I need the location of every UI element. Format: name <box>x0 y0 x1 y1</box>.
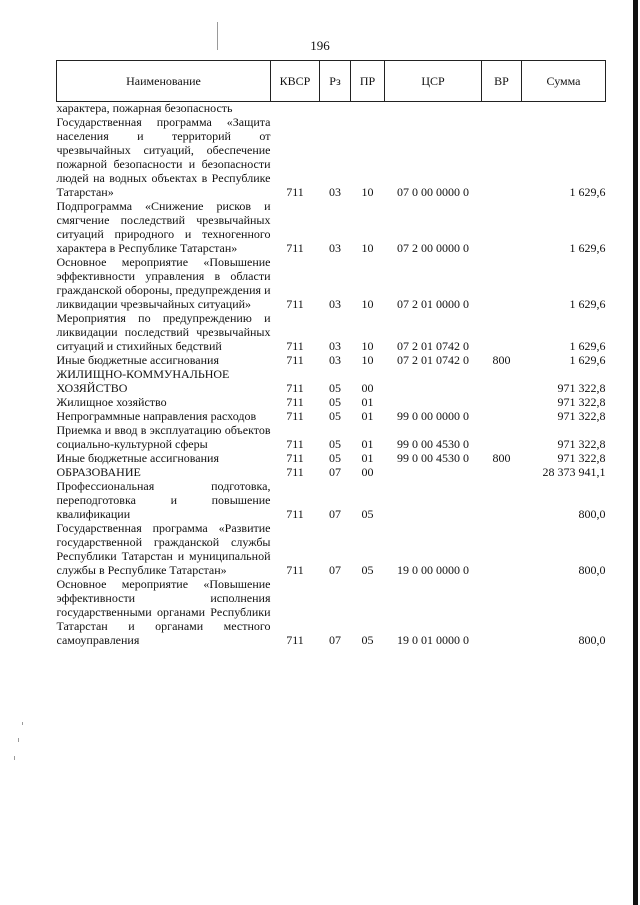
row-csr <box>385 367 482 395</box>
table-row <box>57 423 606 451</box>
row-rz: 03 <box>329 297 341 311</box>
row-csr: 07 2 00 0000 0 <box>397 241 469 255</box>
row-pr: 10 <box>361 241 374 255</box>
row-rz: 05 <box>329 381 341 395</box>
scan-mark <box>22 722 23 725</box>
row-name: Государственная программа «Развитие государственной гражданской службы Республики Татарстан и муниципальной службы в Республике Татарстан» <box>56 521 271 577</box>
row-vr <box>482 311 522 353</box>
row-csr: 99 0 00 0000 0 <box>397 409 469 423</box>
row-pr: 10 <box>361 297 374 311</box>
row-rz: 07 <box>329 507 341 521</box>
row-pr: 00 <box>361 381 374 395</box>
table-row <box>57 465 606 479</box>
page-number: 196 <box>310 38 330 53</box>
row-pr: 01 <box>361 451 374 465</box>
row-vr <box>482 409 522 423</box>
scan-mark <box>14 756 15 760</box>
row-csr <box>385 102 482 116</box>
row-sum: 1 629,6 <box>569 339 606 353</box>
row-csr: 99 0 00 4530 0 <box>397 451 469 465</box>
header-rz: Рз <box>320 61 351 102</box>
row-vr <box>482 199 522 255</box>
row-sum <box>522 102 606 116</box>
row-name: Жилищное хозяйство <box>56 395 167 409</box>
row-pr <box>351 102 385 116</box>
row-csr: 19 0 01 0000 0 <box>397 633 469 647</box>
table-row <box>57 311 606 353</box>
row-vr <box>482 102 522 116</box>
row-sum: 28 373 941,1 <box>542 465 606 479</box>
row-sum: 971 322,8 <box>557 381 606 395</box>
row-sum: 1 629,6 <box>569 185 606 199</box>
row-name: характера, пожарная безопасность <box>56 101 233 115</box>
row-pr: 10 <box>361 353 374 367</box>
row-name: Профессиональная подготовка, переподготовка и повышение квалификации <box>56 479 271 521</box>
row-pr: 01 <box>361 409 374 423</box>
row-csr: 19 0 00 0000 0 <box>397 563 469 577</box>
row-csr <box>385 479 482 521</box>
row-vr <box>482 465 522 479</box>
row-kvsr: 711 <box>286 395 304 409</box>
row-vr <box>482 395 522 409</box>
table-row <box>57 395 606 409</box>
row-pr: 10 <box>361 339 374 353</box>
row-pr: 10 <box>361 185 374 199</box>
row-rz: 03 <box>329 185 341 199</box>
table-row <box>57 115 606 199</box>
row-pr: 01 <box>361 437 374 451</box>
row-vr <box>482 521 522 577</box>
row-kvsr: 711 <box>286 409 304 423</box>
row-rz: 03 <box>329 241 341 255</box>
row-kvsr: 711 <box>286 465 304 479</box>
row-kvsr: 711 <box>286 297 304 311</box>
row-name: Подпрограмма «Снижение рисков и смягчение последствий чрезвычайных ситуаций природного и техногенного характера в Республике Татарстан» <box>56 199 271 255</box>
table-row <box>57 199 606 255</box>
header-sum: Сумма <box>522 61 606 102</box>
row-vr: 800 <box>492 451 511 465</box>
row-kvsr: 711 <box>286 633 304 647</box>
row-sum: 971 322,8 <box>557 437 606 451</box>
row-kvsr: 711 <box>286 339 304 353</box>
row-sum: 1 629,6 <box>569 241 606 255</box>
table-row <box>57 353 606 367</box>
scan-mark <box>217 22 218 50</box>
header-vr: ВР <box>482 61 522 102</box>
row-name: Основное мероприятие «Повышение эффективности исполнения государственными органами Республики Татарстан и органами местного самоуправления <box>56 577 271 647</box>
row-sum: 971 322,8 <box>557 395 606 409</box>
row-name: Непрограммные направления расходов <box>56 409 257 423</box>
row-pr: 01 <box>361 395 374 409</box>
row-sum: 1 629,6 <box>569 353 606 367</box>
row-csr <box>385 465 482 479</box>
row-pr: 05 <box>361 507 374 521</box>
table-row <box>57 255 606 311</box>
row-vr <box>482 423 522 451</box>
table-row <box>57 521 606 577</box>
row-name: ОБРАЗОВАНИЕ <box>56 465 141 479</box>
row-kvsr: 711 <box>286 381 304 395</box>
row-sum: 971 322,8 <box>557 409 606 423</box>
row-kvsr: 711 <box>286 185 304 199</box>
row-rz: 05 <box>329 451 341 465</box>
table-row <box>57 102 606 116</box>
row-vr <box>482 577 522 647</box>
row-csr: 07 2 01 0000 0 <box>397 297 469 311</box>
row-vr <box>482 367 522 395</box>
row-sum: 800,0 <box>578 563 606 577</box>
row-kvsr: 711 <box>286 563 304 577</box>
row-csr: 99 0 00 4530 0 <box>397 437 469 451</box>
row-sum: 1 629,6 <box>569 297 606 311</box>
scan-mark <box>18 738 19 742</box>
row-rz: 03 <box>329 339 341 353</box>
row-vr <box>482 255 522 311</box>
row-csr: 07 2 01 0742 0 <box>397 353 469 367</box>
row-name: Государственная программа «Защита населения и территорий от чрезвычайных ситуаций, обеспечение пожарной безопасности и безопасности людей на водных объектах в Республике Татарстан» <box>56 115 271 199</box>
row-name: Приемка и ввод в эксплуатацию объектов социально-культурной сферы <box>56 423 271 451</box>
header-csr: ЦСР <box>385 61 482 102</box>
row-kvsr: 711 <box>286 241 304 255</box>
row-kvsr: 711 <box>286 353 304 367</box>
row-kvsr <box>271 102 320 116</box>
table-header-row <box>57 61 606 102</box>
row-csr: 07 0 00 0000 0 <box>397 185 469 199</box>
row-vr: 800 <box>492 353 511 367</box>
row-csr <box>385 395 482 409</box>
row-kvsr: 711 <box>286 451 304 465</box>
scan-right-edge <box>633 0 638 905</box>
row-name: Мероприятия по предупреждению и ликвидации последствий чрезвычайных ситуаций и стихийных бедствий <box>56 311 271 353</box>
row-rz: 05 <box>329 395 341 409</box>
row-pr: 05 <box>361 633 374 647</box>
row-pr: 05 <box>361 563 374 577</box>
row-rz: 07 <box>329 633 341 647</box>
row-sum: 800,0 <box>578 507 606 521</box>
row-name: ЖИЛИЩНО-КОММУНАЛЬНОЕ ХОЗЯЙСТВО <box>56 367 230 395</box>
row-rz: 05 <box>329 437 341 451</box>
row-rz: 07 <box>329 563 341 577</box>
row-kvsr: 711 <box>286 437 304 451</box>
row-pr: 00 <box>361 465 374 479</box>
row-csr: 07 2 01 0742 0 <box>397 339 469 353</box>
row-vr <box>482 479 522 521</box>
row-rz: 05 <box>329 409 341 423</box>
row-vr <box>482 115 522 199</box>
row-kvsr: 711 <box>286 507 304 521</box>
row-rz <box>320 102 351 116</box>
row-name: Иные бюджетные ассигнования <box>56 353 219 367</box>
table-row <box>57 479 606 521</box>
header-name: Наименование <box>57 61 271 102</box>
table-row <box>57 367 606 395</box>
row-sum: 800,0 <box>578 633 606 647</box>
header-pr: ПР <box>351 61 385 102</box>
header-kvsr: КВСР <box>271 61 320 102</box>
row-name: Основное мероприятие «Повышение эффективности управления в области гражданской обороны, предупреждения и ликвидации чрезвычайных ситуаций» <box>56 255 271 311</box>
budget-table <box>56 60 606 647</box>
table-row <box>57 577 606 647</box>
row-name: Иные бюджетные ассигнования <box>56 451 219 465</box>
row-sum: 971 322,8 <box>557 451 606 465</box>
table-row <box>57 451 606 465</box>
row-rz: 03 <box>329 353 341 367</box>
row-rz: 07 <box>329 465 341 479</box>
table-row <box>57 409 606 423</box>
